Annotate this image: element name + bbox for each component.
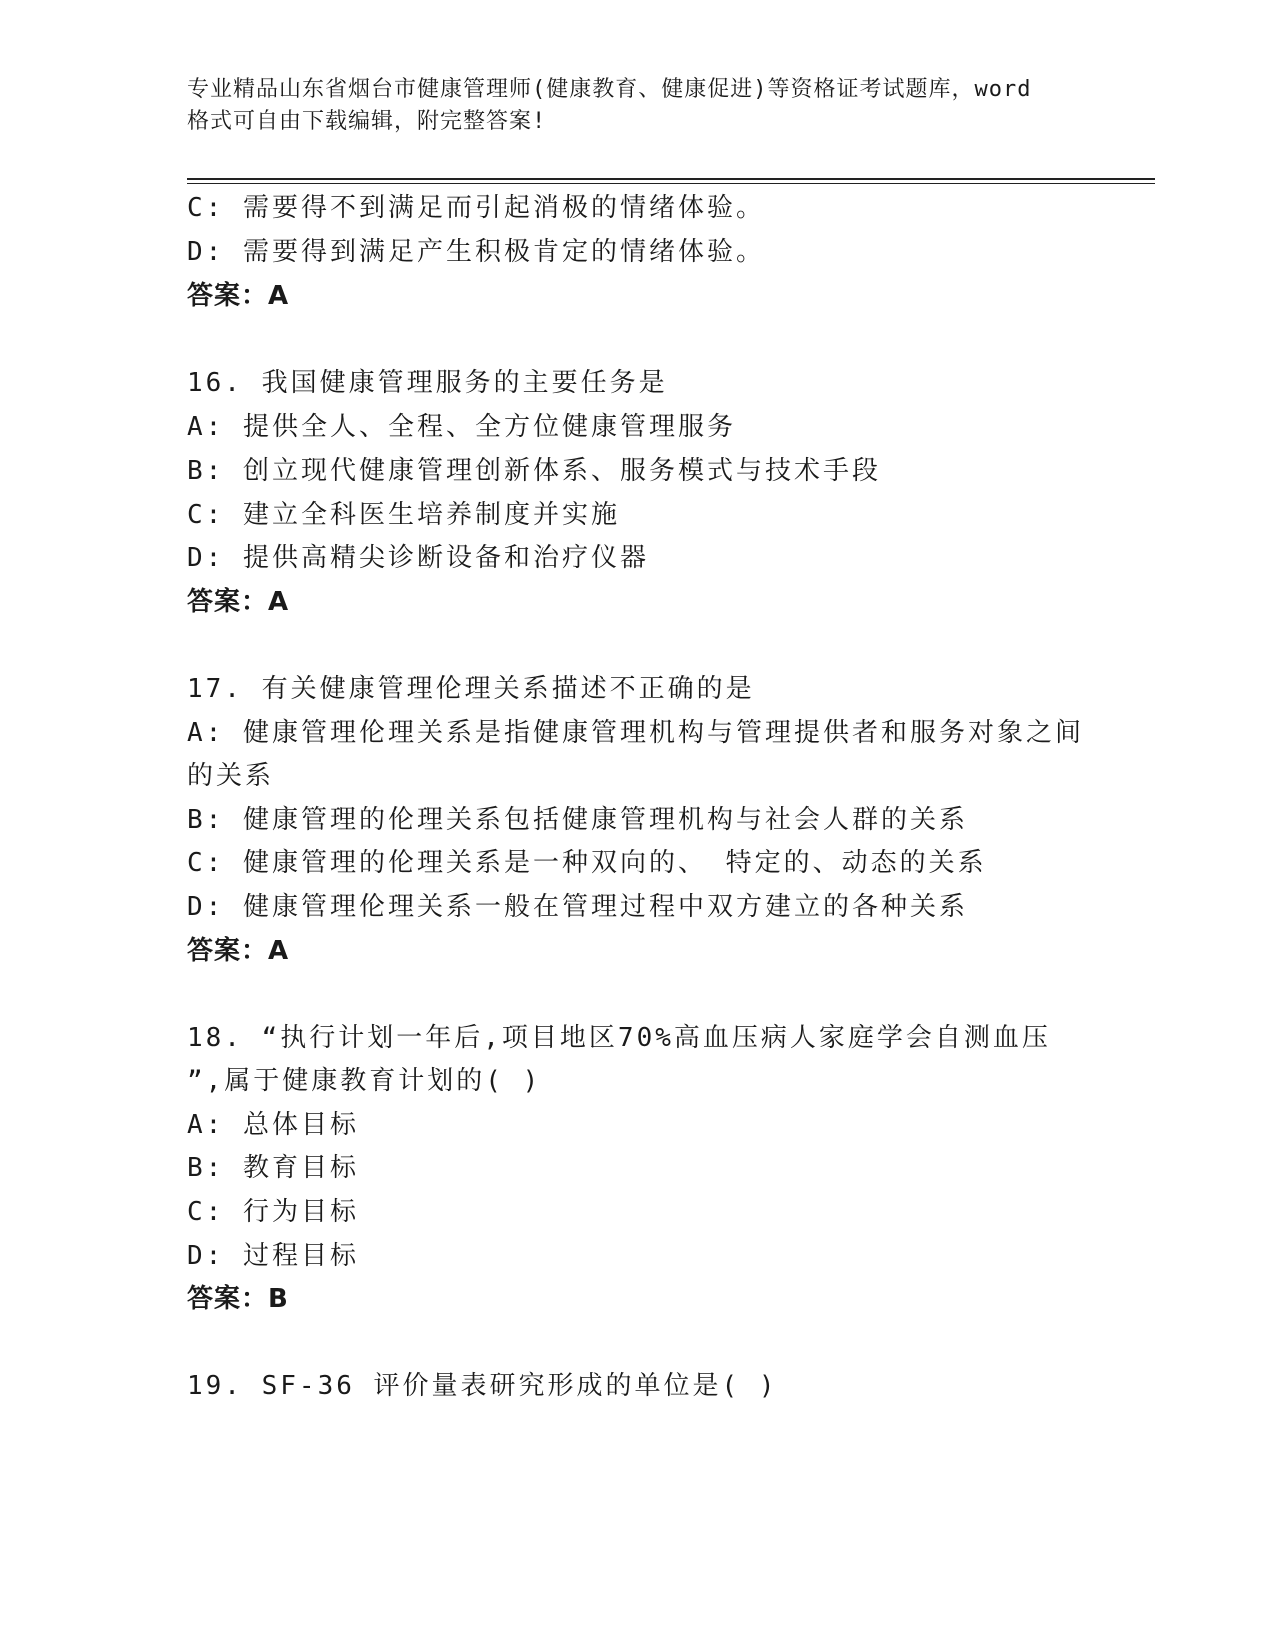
q17-stem: 17. 有关健康管理伦理关系描述不正确的是 xyxy=(187,674,755,704)
q18-answer: 答案：B xyxy=(187,1284,289,1314)
header-rule-thin xyxy=(187,183,1155,184)
prev-option-c: C: 需要得不到满足而引起消极的情绪体验。 xyxy=(187,193,765,223)
q17-option-a-line1: A: 健康管理伦理关系是指健康管理机构与管理提供者和服务对象之间 xyxy=(187,718,1084,748)
q16-option-b: B: 创立现代健康管理创新体系、服务模式与技术手段 xyxy=(187,456,881,486)
header-line-2: 格式可自由下载编辑，附完整答案! xyxy=(187,109,547,134)
q17-option-d: D: 健康管理伦理关系一般在管理过程中双方建立的各种关系 xyxy=(187,892,968,922)
q16-option-a: A: 提供全人、全程、全方位健康管理服务 xyxy=(187,412,736,442)
header-line-1: 专业精品山东省烟台市健康管理师(健康教育、健康促进)等资格证考试题库，word xyxy=(187,77,1032,102)
q18-option-c: C: 行为目标 xyxy=(187,1197,359,1227)
q17-option-a-line2: 的关系 xyxy=(187,761,275,791)
header-rule-thick xyxy=(187,178,1155,180)
q18-option-a: A: 总体目标 xyxy=(187,1110,359,1140)
prev-answer: 答案：A xyxy=(187,281,290,311)
q19-stem: 19. SF-36 评价量表研究形成的单位是( ) xyxy=(187,1371,778,1401)
q17-option-c: C: 健康管理的伦理关系是一种双向的、 特定的、动态的关系 xyxy=(187,848,987,878)
q18-stem-line2: ”,属于健康教育计划的( ) xyxy=(187,1066,542,1096)
q16-option-d: D: 提供高精尖诊断设备和治疗仪器 xyxy=(187,543,649,573)
q18-option-d: D: 过程目标 xyxy=(187,1241,359,1271)
q18-stem-line1: 18. “执行计划一年后,项目地区70%高血压病人家庭学会自测血压 xyxy=(187,1023,1051,1053)
q18-option-b: B: 教育目标 xyxy=(187,1153,359,1183)
q17-option-b: B: 健康管理的伦理关系包括健康管理机构与社会人群的关系 xyxy=(187,805,968,835)
document-header xyxy=(187,74,1087,138)
prev-option-d: D: 需要得到满足产生积极肯定的情绪体验。 xyxy=(187,237,765,267)
q16-answer: 答案：A xyxy=(187,587,290,617)
q17-answer: 答案：A xyxy=(187,936,290,966)
q16-option-c: C: 建立全科医生培养制度并实施 xyxy=(187,500,620,530)
q16-stem: 16. 我国健康管理服务的主要任务是 xyxy=(187,368,668,398)
